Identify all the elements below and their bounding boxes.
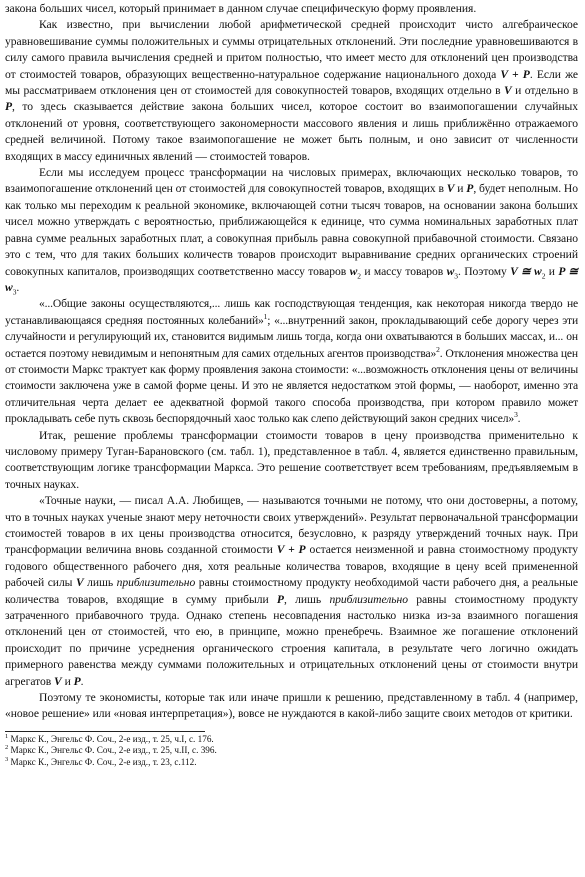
text-run: и массу товаров bbox=[360, 264, 447, 278]
emphasis: V bbox=[446, 182, 455, 196]
text-run: и bbox=[454, 182, 467, 196]
emphasis: V bbox=[75, 576, 84, 590]
emphasis: w bbox=[446, 264, 455, 278]
footnote-number: 1 bbox=[5, 732, 9, 740]
emphasis: приблизительно bbox=[116, 576, 196, 590]
text-run: Как известно, при вычислении любой арифметической средней происходит чисто алгебраическое уравновешивание суммы положительных и суммы отрицательных отклонений. Эти последние уравновешиваются в силу самого правила вычисления средней и притом полностью, что имеет место для отклонений цен производства от стоимостей товаров, образующих вещественно-натуральное содержание национального дохода bbox=[5, 18, 578, 81]
footnote bbox=[5, 757, 578, 769]
paragraph bbox=[5, 428, 578, 494]
text-run: . Если же мы рассматриваем отклонения цен от стоимостей для совокупностей товаров, входящих отдельно в bbox=[5, 67, 578, 98]
subscript: 3 bbox=[454, 270, 458, 280]
text-run: Итак, решение проблемы трансформации стоимости товаров в цену производства применительно к числовому примеру Туган-Барановского (см. табл. 1), представленное в табл. 4, является единственно правильным, соответствующим логике трансформации Маркса. Это решение соответствует всем требованиям, предъявляемым в точных науках. bbox=[5, 428, 578, 491]
paragraph bbox=[5, 690, 578, 723]
subscript: 3 bbox=[12, 287, 17, 297]
text-run: . bbox=[80, 674, 84, 688]
footnote-ref: 2 bbox=[436, 344, 440, 354]
footnote-text: Маркс К., Энгельс Ф. Соч., 2-е изд., т. 25, ч.I, с. 176. bbox=[8, 733, 214, 744]
footnote-text: Маркс К., Энгельс Ф. Соч., 2-е изд., т. 25, ч.II, с. 396. bbox=[8, 745, 217, 756]
emphasis: P bbox=[276, 592, 284, 606]
text-run: «...Общие законы осуществляются,... лишь как господствующая тенденция, как некоторая никогда твердо не устанавливающаяся средняя постоянных колебаний» bbox=[5, 297, 578, 327]
text-run: , лишь bbox=[283, 592, 330, 606]
text-run: Если мы исследуем процесс трансформации на числовых примерах, включающих несколько товаров, то взаимопогашение отклонений цен от стоимостей для совокупностей товаров, входящих в bbox=[5, 166, 578, 196]
emphasis: V bbox=[503, 84, 512, 98]
footnotes bbox=[5, 734, 578, 769]
footnote-ref: 3 bbox=[514, 410, 518, 420]
footnote-ref: 1 bbox=[263, 311, 268, 321]
text-run: и bbox=[61, 674, 74, 688]
text-run: и bbox=[545, 264, 559, 278]
text-run: , будет неполным. Но как только мы переходим к реальной экономике, включающей сотни тысяч товаров, на основании закона больших чисел можно утверждать с вероятностью, приближающейся к единице, что сумма номинальных заработных плат равна сумме реальных заработных плат, а совокупная прибыль равна совокупной прибавочной стоимости. Связано это с тем, что для таких больших количеств товаров происходит выравнивание средних органических строений совокупных капиталов, производящих соответственно массу товаров bbox=[5, 182, 578, 278]
paragraph bbox=[5, 1, 578, 17]
footnote-text: Маркс К., Энгельс Ф. Соч., 2-е изд., т. 23, с.112. bbox=[8, 757, 197, 768]
footnote-separator bbox=[5, 731, 205, 732]
emphasis: P ≅ w bbox=[5, 264, 578, 294]
text-run: ; «...внутренний закон, прокладывающий себе дорогу через эти случайности и регулирующий их, становится видимым лишь тогда, когда они охватываются в больших массах, и... он остается поэтому невидимым и непонятным для самих отдельных агентов производства» bbox=[5, 313, 579, 360]
text-run: . bbox=[16, 280, 20, 294]
text-run: . Отклонения множества цен от стоимости Маркс трактует как форму проявления закона стоимости: «...возможность отклонения цены от величины стоимости заключена уже в самой форме цены. И это не является недостатком этой формы, — наоборот, именно эта отличительная черта делает ее адекватной формой такого способа производства, при котором правило может прокладывать себе путь сквозь беспорядочный хаос только как слепо действующий закон средних чисел» bbox=[5, 346, 578, 426]
text-run: остается неизменной и равна стоимостному продукту годового общественного рабочего дня, хотя реальные количества товаров, входящие в цену всей примененной рабочей силы bbox=[5, 543, 579, 590]
footnote-number: 2 bbox=[5, 744, 9, 752]
subscript: 2 bbox=[541, 270, 546, 280]
emphasis: P bbox=[5, 100, 13, 114]
body-text bbox=[5, 1, 578, 723]
text-run: . bbox=[517, 412, 521, 426]
text-run: Поэтому те экономисты, которые так или иначе пришли к решению, представленному в табл. 4 (например, «новое решение» или «новая интерпретация»), вовсе не нуждаются в какой-либо защите своих методов от критики. bbox=[5, 691, 578, 721]
emphasis: V + P bbox=[276, 543, 306, 557]
emphasis: P bbox=[73, 674, 81, 688]
emphasis: приблизительно bbox=[329, 592, 408, 606]
text-run: закона больших чисел, который принимает в данном случае специфическую форму проявления. bbox=[5, 2, 477, 15]
text-run: , то здесь сказывается действие закона больших чисел, которое состоит во взаимопогашении случайных отклонений от уровня, соответствующего закономерности массового явления и лишь приближённо отражаемого средней величиной. Потому такое взаимопогашение не может быть полным, и оно зависит от численности входящих в массу единичных явлений — стоимостей товаров. bbox=[5, 100, 578, 163]
paragraph bbox=[5, 296, 578, 427]
text-run: . Поэтому bbox=[458, 264, 511, 278]
text-run: равны стоимостному продукту затраченного прибавочного труда. Однако степень несовпадения настолько низка из-за взаимного погашения отклонений цен от стоимостей, что ею, в принципе, можно пренебречь. Взаимное же погашение отклонений происходит по причине усреднения органического строения капитала, в результате чего логично ожидать примерного равенства между суммами положительных и отрицательных отклонений цены от стоимости внутри агрегатов bbox=[5, 592, 578, 688]
text-run: и отдельно в bbox=[511, 84, 578, 98]
footnote-number: 3 bbox=[5, 756, 9, 763]
text-run: равны стоимостному продукту необходимой части рабочего дня, а реальные количества товаров, входящие в сумму прибыли bbox=[5, 576, 578, 606]
emphasis: P bbox=[466, 182, 474, 196]
paragraph bbox=[5, 493, 578, 690]
emphasis: V + P bbox=[500, 67, 530, 81]
paragraph bbox=[5, 17, 578, 165]
subscript: 2 bbox=[357, 270, 361, 280]
emphasis: w bbox=[349, 264, 358, 278]
paragraph bbox=[5, 165, 578, 296]
footnote bbox=[5, 745, 578, 757]
emphasis: V ≅ w bbox=[510, 264, 542, 278]
footnote bbox=[5, 734, 578, 746]
text-run: «Точные науки, — писал А.А. Любищев, — называются точными не потому, что они достоверны, а потому, что в точных науках ученые знают меру неточности своих утверждений». Результат первоначальной трансформации стоимостей товаров в их цены производства относится, безусловно, к разряду утверждений точных наук. При трансформации величина вновь созданной стоимости bbox=[5, 494, 578, 557]
text-run: лишь bbox=[83, 576, 117, 590]
emphasis: V bbox=[54, 674, 62, 688]
